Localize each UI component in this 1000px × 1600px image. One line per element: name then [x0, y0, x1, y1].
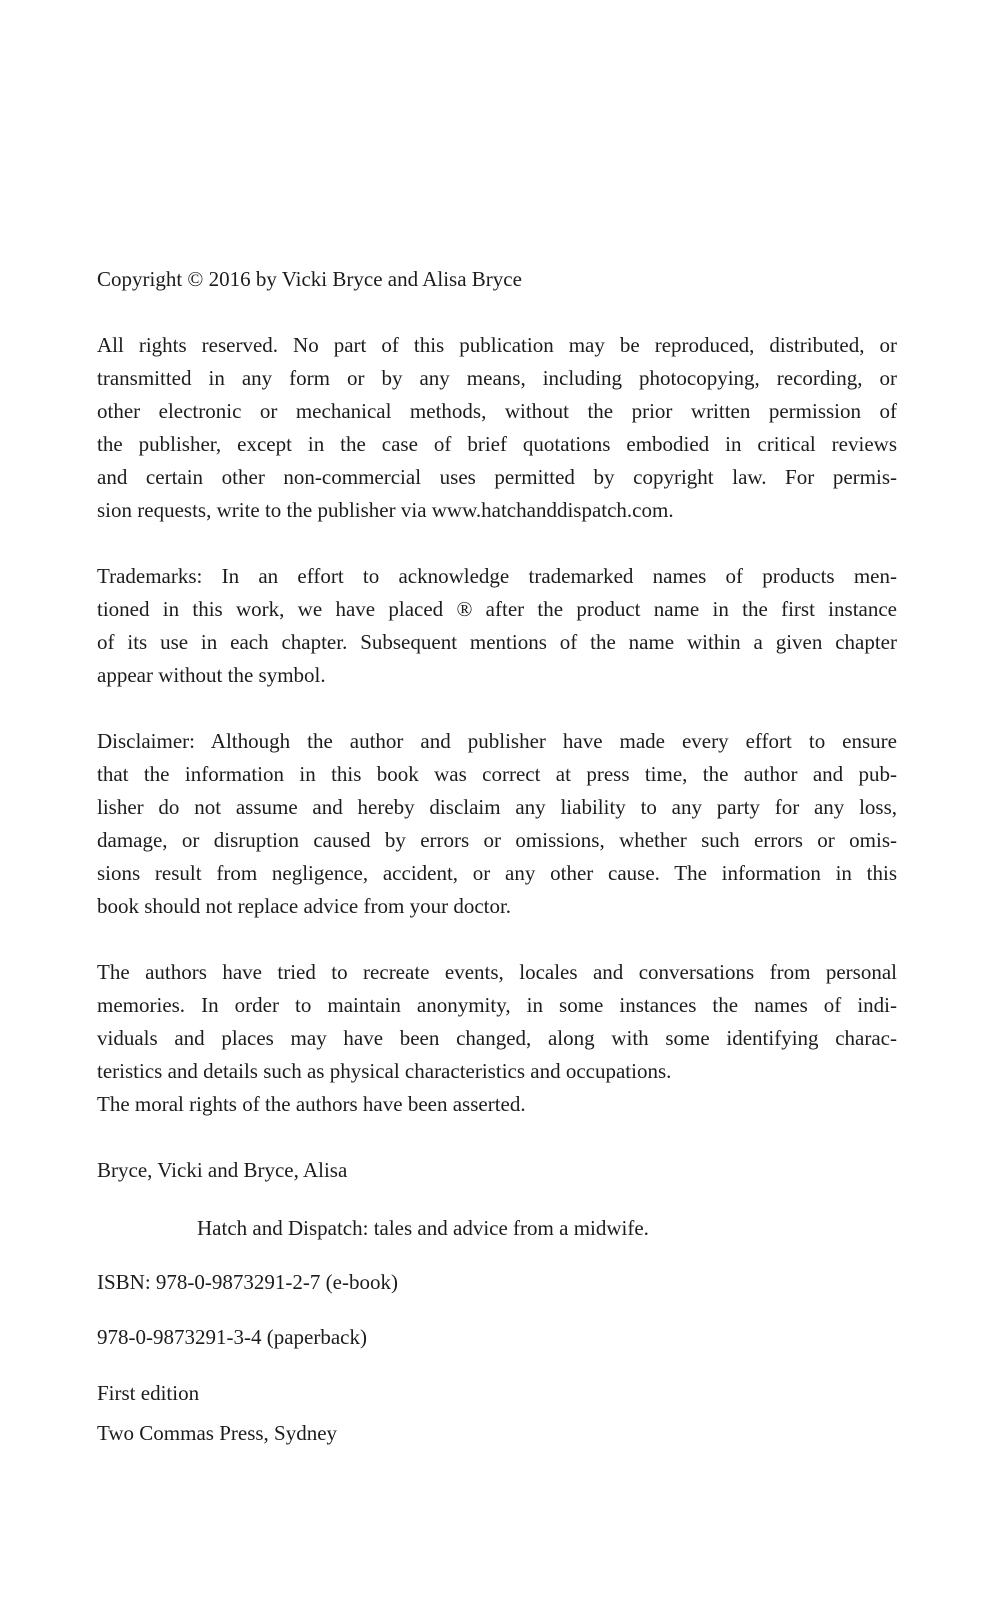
text-line: Trademarks: In an effort to acknowledge trademarked names of products men-	[97, 564, 897, 588]
disclaimer-paragraph	[97, 725, 897, 923]
text-line: that the information in this book was correct at press time, the author and pub-	[97, 762, 897, 786]
text-line: memories. In order to maintain anonymity, in some instances the names of indi-	[97, 993, 897, 1017]
text-line: Two Commas Press, Sydney	[97, 1421, 338, 1445]
text-line: teristics and details such as physical characteristics and occupations.	[97, 1059, 672, 1083]
text-line: sions result from negligence, accident, or any other cause. The information in this	[97, 861, 897, 885]
text-line: sion requests, write to the publisher via www.hatchanddispatch.com.	[97, 498, 674, 522]
text-line: The authors have tried to recreate events, locales and conversations from personal	[97, 960, 897, 984]
text-line: viduals and places may have been changed, along with some identifying charac-	[97, 1026, 897, 1050]
text-line: Disclaimer: Although the author and publisher have made every effort to ensure	[97, 729, 897, 753]
authors-catalog-line	[97, 1154, 897, 1187]
text-line: The moral rights of the authors have been asserted.	[97, 1092, 526, 1116]
text-line: 978-0-9873291-3-4 (paperback)	[97, 1325, 367, 1349]
publisher-line	[97, 1417, 897, 1450]
text-line: First edition	[97, 1381, 200, 1405]
trademarks-paragraph	[97, 560, 897, 692]
rights-paragraph	[97, 329, 897, 527]
text-line: tioned in this work, we have placed ® after the product name in the first instance	[97, 597, 897, 621]
text-line: All rights reserved. No part of this publication may be reproduced, distributed, or	[97, 333, 897, 357]
book-title-line	[97, 1212, 897, 1245]
text-line: Bryce, Vicki and Bryce, Alisa	[97, 1158, 348, 1182]
moral-rights-line	[97, 1088, 897, 1121]
text-line: ISBN: 978-0-9873291-2-7 (e-book)	[97, 1270, 398, 1294]
anonymity-paragraph	[97, 956, 897, 1088]
isbn-paperback-line	[97, 1321, 897, 1354]
text-line: damage, or disruption caused by errors or omissions, whether such errors or omis-	[97, 828, 897, 852]
text-line: and certain other non-commercial uses permitted by copyright law. For permis-	[97, 465, 897, 489]
page-content	[97, 263, 897, 1450]
text-line: the publisher, except in the case of brief quotations embodied in critical reviews	[97, 432, 897, 456]
copyright-line	[97, 263, 897, 296]
edition-line	[97, 1377, 897, 1410]
text-line: Copyright © 2016 by Vicki Bryce and Alisa Bryce	[97, 267, 522, 291]
text-line: appear without the symbol.	[97, 663, 326, 687]
isbn-ebook-line	[97, 1266, 897, 1299]
text-line: Hatch and Dispatch: tales and advice from a midwife.	[197, 1216, 649, 1240]
text-line: lisher do not assume and hereby disclaim any liability to any party for any loss,	[97, 795, 897, 819]
text-line: other electronic or mechanical methods, without the prior written permission of	[97, 399, 897, 423]
text-line: of its use in each chapter. Subsequent mentions of the name within a given chapter	[97, 630, 897, 654]
text-line: book should not replace advice from your doctor.	[97, 894, 512, 918]
text-line: transmitted in any form or by any means, including photocopying, recording, or	[97, 366, 897, 390]
